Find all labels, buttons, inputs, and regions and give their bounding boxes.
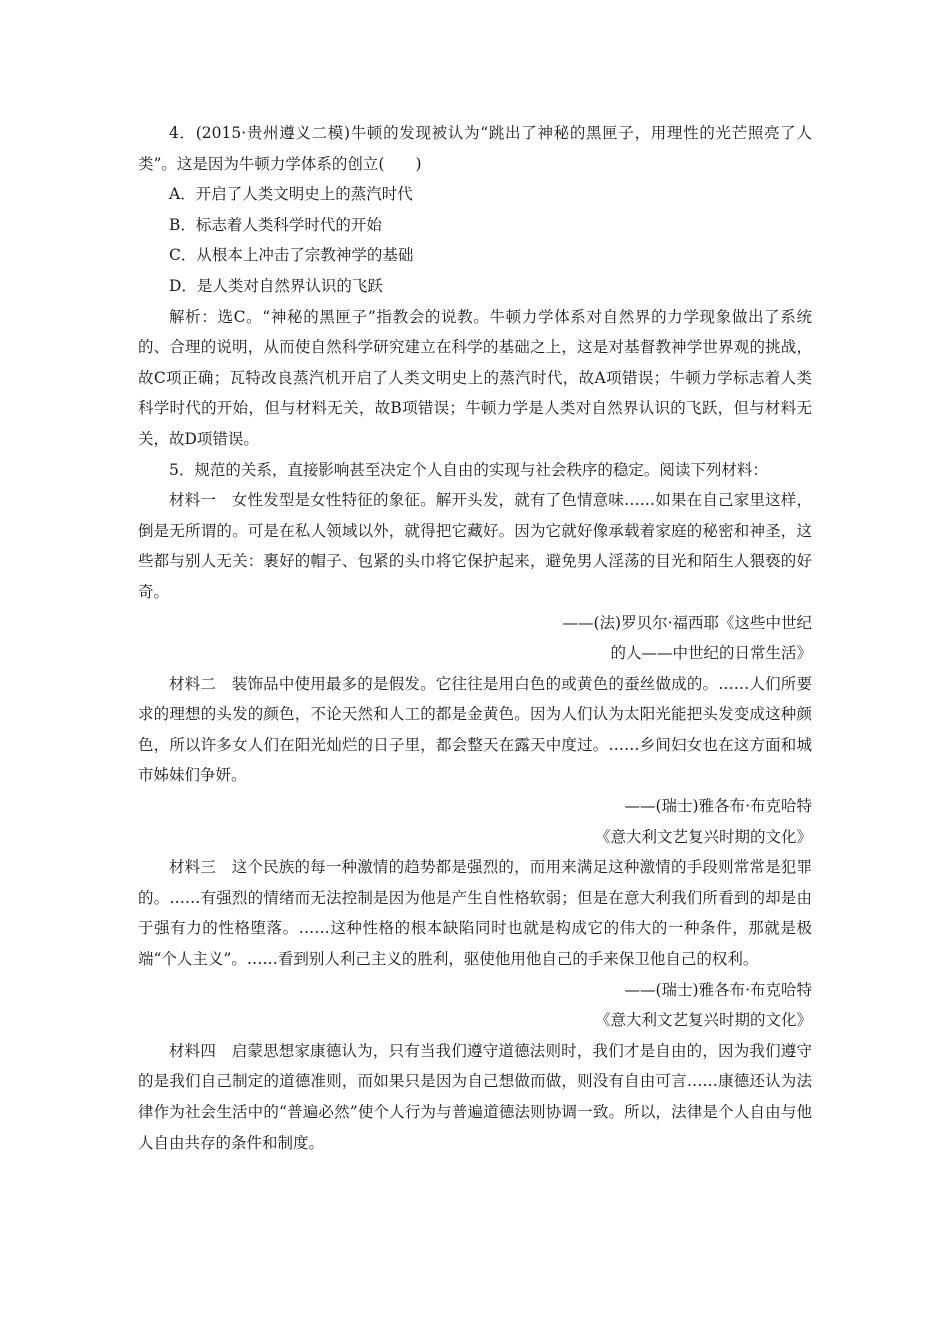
material-1: 材料一 女性发型是女性特征的象征。解开头发，就有了色情意味……如果在自己家里这样，倒是无所谓的。可是在私人领域以外，就得把它藏好。因为它就好像承载着家庭的秘密和神圣，这些都与别人无关：裹好的帽子、包紧的头巾将它保护起来，避免男人淫荡的目光和陌生人猥亵的好奇。 <box>138 491 812 601</box>
option-c: C．从根本上冲击了宗教神学的基础 <box>169 246 414 265</box>
material-1-source-line-2: 的人——中世纪的日常生活》 <box>610 644 812 663</box>
question-4-analysis: 解析：选C。“神秘的黑匣子”指教会的说教。牛顿力学体系对自然界的力学现象做出了系统的、合理的说明，从而使自然科学研究建立在科学的基础之上，这是对基督教神学世界观的挑战，故C项正确；瓦特改良蒸汽机开启了人类文明史上的蒸汽时代，故A项错误；牛顿力学标志着人类科学时代的开始，但与材料无关，故B项错误；牛顿力学是人类对自然界认识的飞跃，但与材料无关，故D项错误。 <box>138 307 812 448</box>
material-2: 材料二 装饰品中使用最多的是假发。它往往是用白色的或黄色的蚕丝做成的。……人们所要求的理想的头发的颜色，不论天然和人工的都是金黄色。因为人们认为太阳光能把头发变成这种颜色，所以许多女人们在阳光灿烂的日子里，都会整天在露天中度过。……乡间妇女也在这方面和城市姊妹们争妍。 <box>138 674 812 785</box>
material-2-source-line-2: 《意大利文艺复兴时期的文化》 <box>594 827 812 846</box>
material-3: 材料三 这个民族的每一种激情的趋势都是强烈的，而用来满足这种激情的手段则常常是犯罪的。……有强烈的情绪而无法控制是因为他是产生自性格软弱；但是在意大利我们所看到的却是由于强有力的性格堕落。……这种性格的根本缺陷同时也就是构成它的伟大的一种条件，那就是极端“个人主义”。……看到别人利己主义的胜利，驱使他用他自己的手来保卫他自己的权利。 <box>138 858 812 969</box>
material-3-source-line-2: 《意大利文艺复兴时期的文化》 <box>594 1011 812 1030</box>
option-d: D．是人类对自然界认识的飞跃 <box>169 276 383 295</box>
material-3-source-line-1: ——(瑞士)雅各布·布克哈特 <box>624 980 812 999</box>
material-4: 材料四 启蒙思想家康德认为，只有当我们遵守道德法则时，我们才是自由的，因为我们遵守的是我们自己制定的道德准则，而如果只是因为自己想做而做，则没有自由可言……康德还认为法律作为社会生活中的“普遍必然”使个人行为与普遍道德法则协调一致。所以，法律是个人自由与他人自由共存的条件和制度。 <box>138 1041 812 1152</box>
question-4-stem: 4．(2015·贵州遵义二模)牛顿的发现被认为“跳出了神秘的黑匣子，用理性的光芒照亮了人类”。这是因为牛顿力学体系的创立( ) <box>138 124 812 173</box>
material-2-source-line-1: ——(瑞士)雅各布·布克哈特 <box>624 797 812 816</box>
option-a: A．开启了人类文明史上的蒸汽时代 <box>169 185 413 204</box>
question-5-stem: 5．规范的关系，直接影响甚至决定个人自由的实现与社会秩序的稳定。阅读下列材料： <box>169 460 768 479</box>
option-b: B．标志着人类科学时代的开始 <box>169 215 382 234</box>
material-1-source-line-1: ——(法)罗贝尔·福西耶《这些中世纪 <box>562 613 812 632</box>
